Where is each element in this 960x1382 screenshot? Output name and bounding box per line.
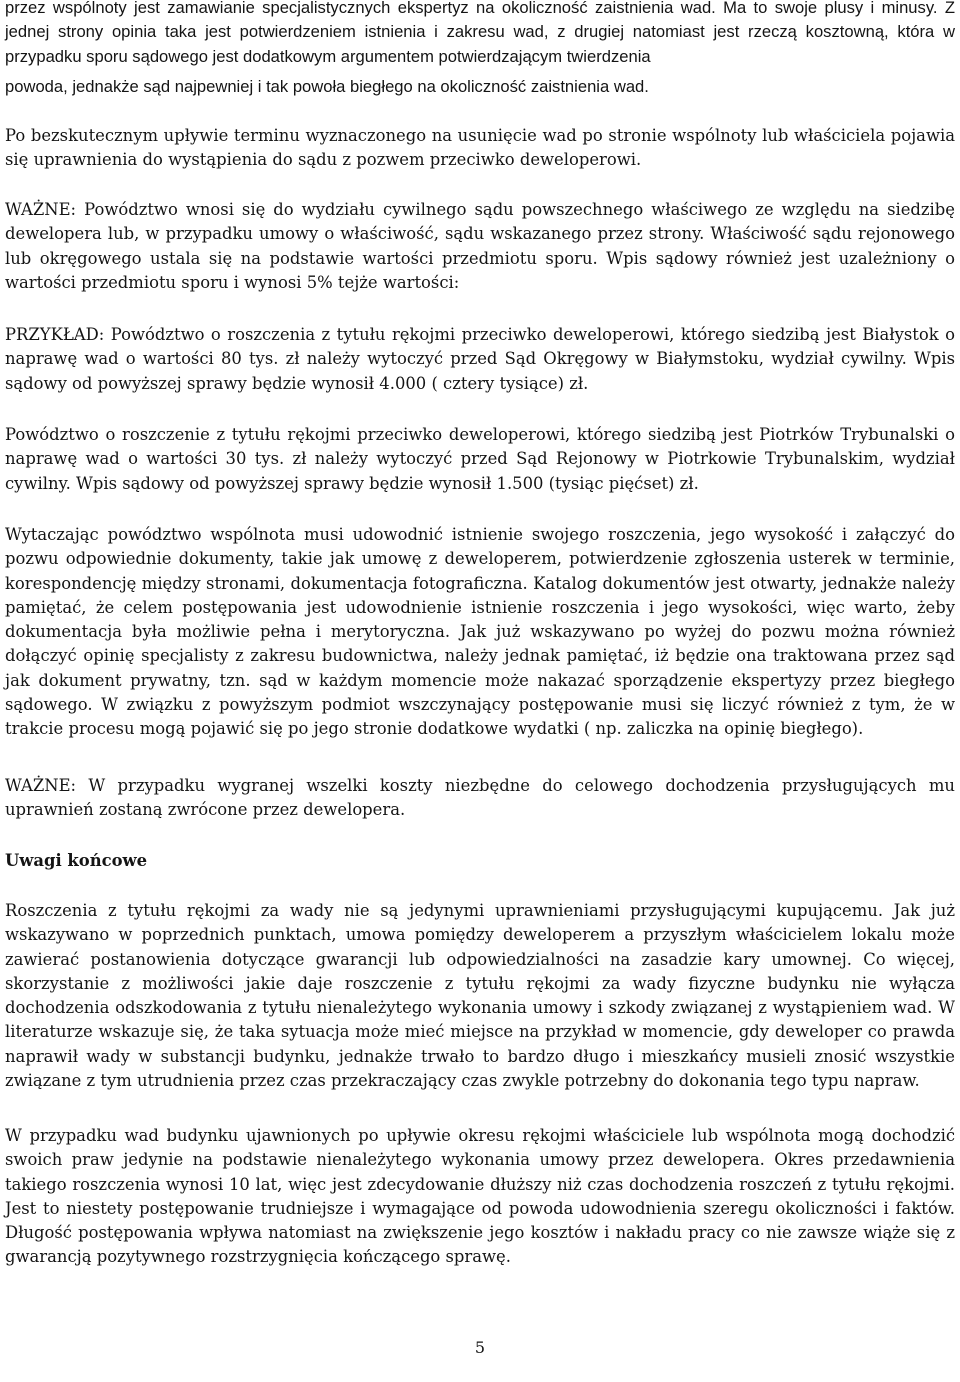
section-heading: Uwagi końcowe (5, 851, 148, 870)
paragraph-example-bialystok: PRZYKŁAD: Powództwo o roszczenia z tytułu rękojmi przeciwko deweloperowi, którego siedzibą jest Białystok o naprawę wad o wartości 80 tys. zł należy wytoczyć przed Sąd Okręgowy w Białymstoku, wydział cywilny. Wpis sądowy od powyższej sprawy będzie wynosił 4.000 ( cztery tysiące) zł. (5, 325, 955, 393)
paragraph-example-piotrkow: Powództwo o roszczenie z tytułu rękojmi przeciwko deweloperowi, którego siedzibą jest Piotrków Trybunalski o naprawę wad o wartości 30 tys. zł należy wytoczyć przed Sąd Rejonowy w Piotrkowie Trybunalskim, wydział cywilny. Wpis sądowy od powyższej sprawy będzie wynosił 1.500 (tysiąc pięćset) zł. (5, 425, 955, 493)
paragraph-after-warranty: W przypadku wad budynku ujawnionych po upływie okresu rękojmi właściciele lub wspólnota mogą dochodzić swoich praw jedynie na podstawie nienależytego wykonania umowy przez dewelopera. Okres przedawnienia takiego roszczenia wynosi 10 lat, więc jest zdecydowanie dłuższy niż czas dochodzenia roszczeń z tytułu rękojmi. Jest to niestety postępowanie trudniejsze i wymagające od powoda udowodnienia szeregu okoliczności i faktów. Długość postępowania wpływa natomiast na zwiększenie jego kosztów i nakładu pracy co nie zawsze wiąże się z gwarancją pozytywnego rozstrzygnięcia kończącego sprawę. (5, 1126, 955, 1267)
intro-paragraph: przez wspólnoty jest zamawianie specjalistycznych ekspertyz na okoliczność zaistnienia wad. Ma to swoje plusy i minusy. Z jednej strony opinia taka jest potwierdzeniem istnienia i zakresu wad, z drugiej natomiast jest rzeczą kosztowną, która w przypadku sporu sądowego jest dodatkowym argumentem potwierdzającym twierdzenia (5, 0, 955, 66)
paragraph-deadline: Po bezskutecznym upływie terminu wyznaczonego na usunięcie wad po stronie wspólnoty lub właściciela pojawia się uprawnienia do wystąpienia do sądu z pozwem przeciwko deweloperowi. (5, 126, 955, 170)
paragraph-important-jurisdiction: WAŻNE: Powództwo wnosi się do wydziału cywilnego sądu powszechnego właściwego ze względu na siedzibę dewelopera lub, w przypadku umowy o właściwość, sądu wskazanego przez strony. Właściwość sądu rejonowego lub okręgowego ustala się na podstawie wartości przedmiotu sporu. Wpis sądowy również jest uzależniony o wartości przedmiotu sporu i wynosi 5% tejże wartości: (5, 200, 955, 292)
intro-paragraph-end: powoda, jednakże sąd najpewniej i tak powoła biegłego na okoliczność zaistnienia wad. (5, 77, 649, 96)
page-number: 5 (474, 1338, 486, 1357)
paragraph-evidence: Wytaczając powództwo wspólnota musi udowodnić istnienie swojego roszczenia, jego wysokość i załączyć do pozwu odpowiednie dokumenty, takie jak umowę z deweloperem, potwierdzenie zgłoszenia usterek w terminie, korespondencję między stronami, dokumentacja fotograficzna. Katalog dokumentów jest otwarty, jednakże należy pamiętać, że celem postępowania jest udowodnienie istnienie roszczenia i jego wysokości, więc warto, żeby dokumentacja była możliwie pełna i merytoryczna. Jak już wskazywano po wyżej do pozwu można również dołączyć opinię specjalisty z zakresu budownictwa, należy jednak pamiętać, iż będzie ona traktowana przez sąd jak dokument prywatny, tzn. sąd w każdym momencie może nakazać sporządzenie ekspertyzy przez biegłego sądowego. W związku z powyższym podmiot wszczynający postępowanie musi się liczyć również z tym, że w trakcie procesu mogą pojawić się po jego stronie dodatkowe wydatki ( np. zaliczka na opinię biegłego). (5, 525, 955, 739)
paragraph-final-remarks: Roszczenia z tytułu rękojmi za wady nie są jedynymi uprawnieniami przysługującymi kupującemu. Jak już wskazywano w poprzednich punktach, umowa pomiędzy deweloperem a przyszłym właścicielem lokalu może zawierać postanowienia dotyczące gwarancji lub odpowiedzialności na zasadzie kary umownej. Co więcej, skorzystanie z możliwości jakie daje roszczenie z tytułu rękojmi za wady fizyczne budynku nie wyłącza dochodzenia odszkodowania z tytułu nienależytego wykonania umowy i szkody związanej z wystąpieniem wad. W literaturze wskazuje się, że taka sytuacja może mieć miejsce na przykład w momencie, gdy deweloper co prawda naprawił wady w substancji budynku, jednakże trwało to bardzo długo i mieszkańcy musieli znosić wszystkie związane z tym utrudnienia przez czas przekraczający czas zwykle potrzebny do dokonania tego typu napraw. (5, 901, 955, 1091)
paragraph-important-costs: WAŻNE: W przypadku wygranej wszelki koszty niezbędne do celowego dochodzenia przysługujących mu uprawnień zostaną zwrócone przez dewelopera. (5, 776, 955, 820)
